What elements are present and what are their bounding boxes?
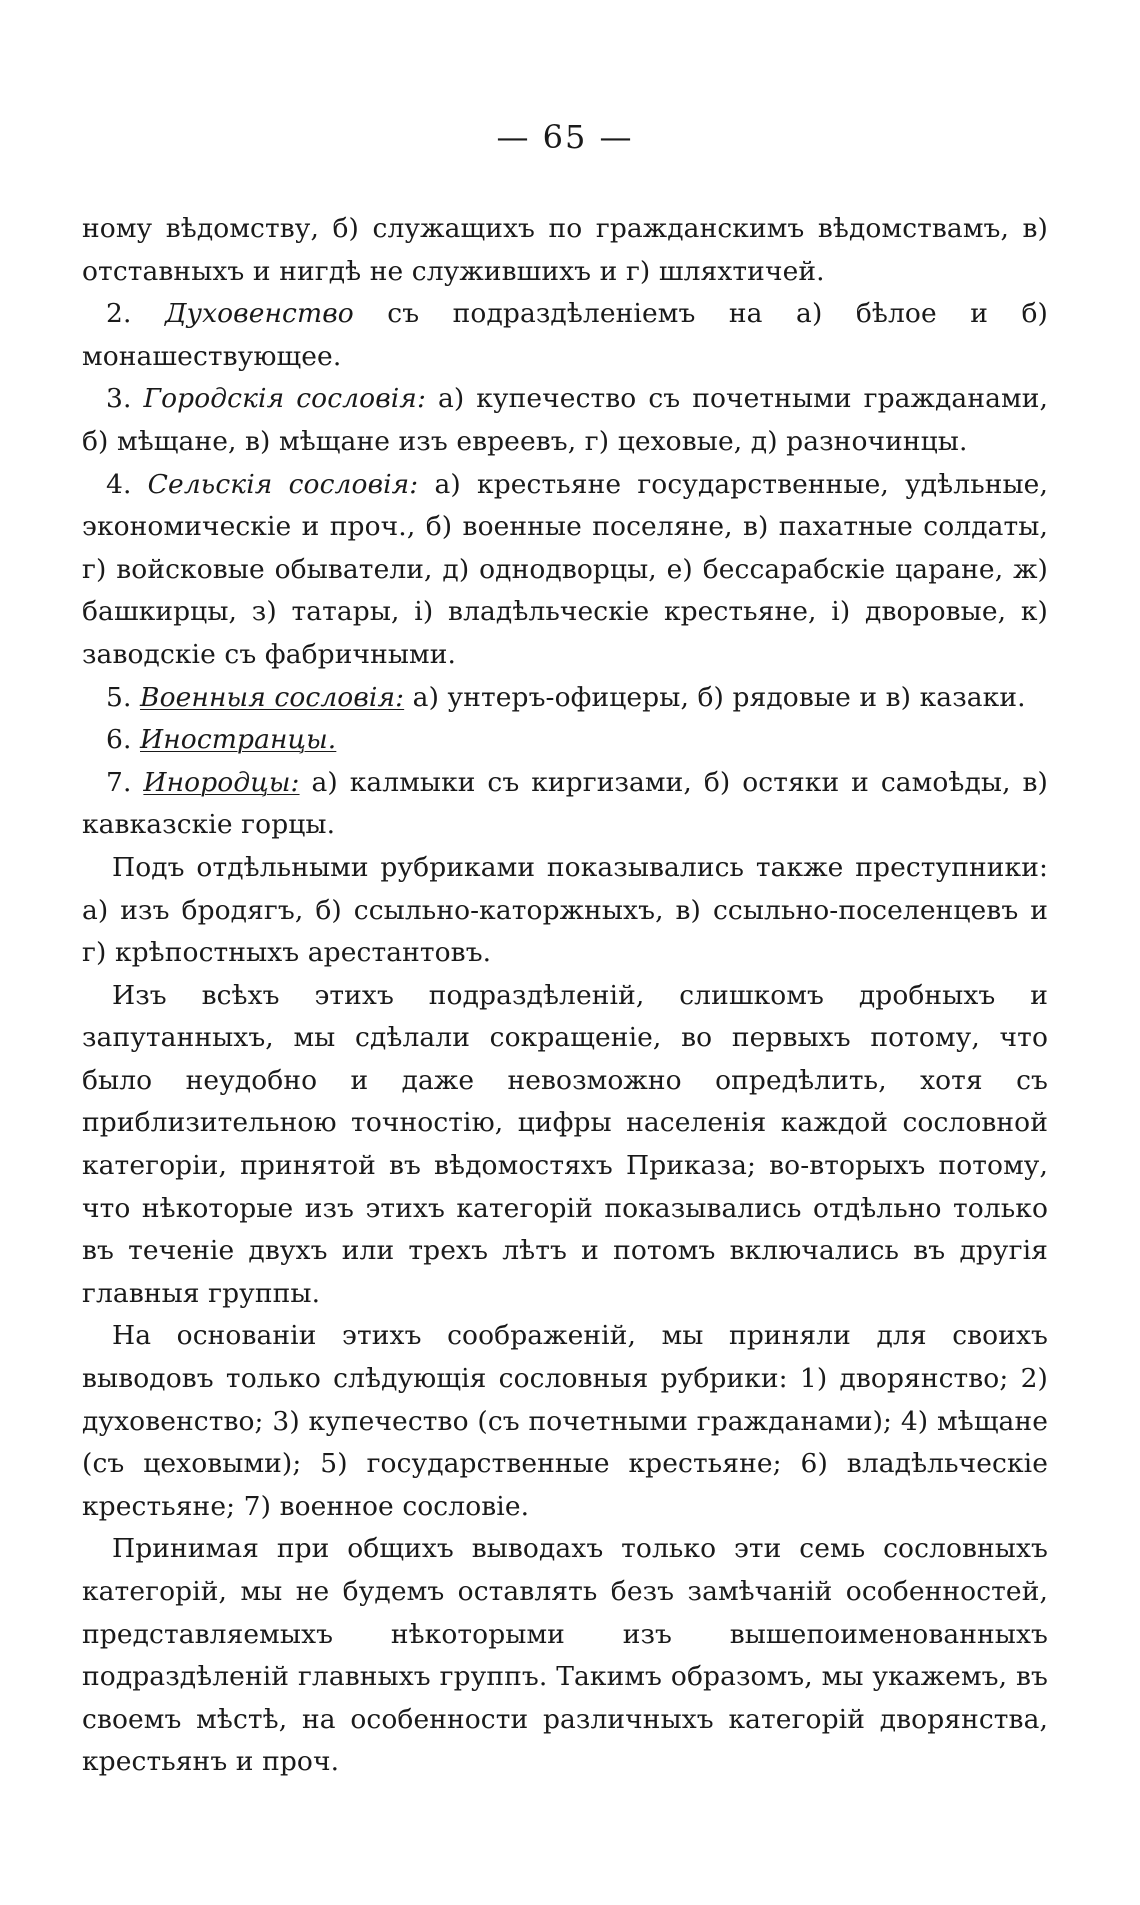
list-title: Сельскія сословія: xyxy=(147,468,419,500)
page-number: — 65 — xyxy=(496,118,634,156)
list-text: а) купечество съ почетными гражданами, б) мѣщане, в) мѣщане изъ евреевъ, г) цеховые, д) разночинцы. xyxy=(82,383,1048,457)
list-item-military-estates xyxy=(82,677,1048,720)
list-text: а) унтеръ-офицеры, б) рядовые и в) казаки. xyxy=(404,681,1026,713)
list-number: 7. xyxy=(106,766,144,798)
list-number: 5. xyxy=(106,681,141,713)
paragraph-continuation: ному вѣдомству, б) служащихъ по гражданскимъ вѣдомствамъ, в) отставныхъ и нигдѣ не служившихъ и г) шляхтичей. xyxy=(82,213,1048,287)
list-number: 2. xyxy=(106,298,165,330)
list-number: 6. xyxy=(106,724,141,756)
list-item-foreigners xyxy=(82,719,1048,762)
list-text: а) калмыки съ киргизами, б) остяки и самоѣды, в) кавказскіе горцы. xyxy=(82,766,1048,841)
list-number: 3. xyxy=(106,383,144,415)
list-title: Духовенство xyxy=(164,298,354,330)
list-item-rural-estates xyxy=(82,464,1048,677)
paragraph-criminals: Подъ отдѣльными рубриками показывались также преступники: а) изъ бродягъ, б) ссыльно-каторжныхъ, в) ссыльно-поселенцевъ и г) крѣпостныхъ арестантовъ. xyxy=(82,851,1048,969)
list-item-clergy xyxy=(82,293,1048,378)
list-title: Городскія сословія: xyxy=(143,383,426,415)
paragraph-conclusion: Принимая при общихъ выводахъ только эти семь сословныхъ категорій, мы не будемъ оставлять безъ замѣчаній особенностей, представляемыхъ нѣкоторыми изъ вышепоименованныхъ подраздѣленій главныхъ группъ. Такимъ образомъ, мы укажемъ, въ своемъ мѣстѣ, на особенности различныхъ категорій дворянства, крестьянъ и проч. xyxy=(82,1533,1048,1778)
paragraph-rubrics: На основаніи этихъ соображеній, мы приняли для своихъ выводовъ только слѣдующія сословныя рубрики: 1) дворянство; 2) духовенство; 3) купечество (съ почетными гражданами); 4) мѣщане (съ цеховыми); 5) государственные крестьяне; 6) владѣльческіе крестьяне; 7) военное сословіе. xyxy=(82,1320,1048,1522)
list-title: Иностранцы. xyxy=(140,724,337,756)
list-item-natives xyxy=(82,762,1048,847)
paragraph-reduction: Изъ всѣхъ этихъ подраздѣленій, слишкомъ дробныхъ и запутанныхъ, мы сдѣлали сокращеніе, во первыхъ потому, что было неудобно и даже невозможно опредѣлить, хотя съ приблизительною точностію, цифры населенія каждой сословной категоріи, принятой въ вѣдомостяхъ Приказа; во-вторыхъ потому, что нѣкоторые изъ этихъ категорій показывались отдѣльно только въ теченіе двухъ или трехъ лѣтъ и потомъ включались въ другія главныя группы. xyxy=(82,979,1048,1309)
body-text xyxy=(82,208,1048,1784)
list-title: Инородцы: xyxy=(143,766,300,798)
list-number: 4. xyxy=(106,468,148,500)
list-text: съ подраздѣленіемъ на а) бѣлое и б) монашествующее. xyxy=(82,298,1048,372)
list-item-urban-estates xyxy=(82,378,1048,463)
list-title: Военныя сословія: xyxy=(140,681,405,713)
list-text: а) крестьяне государственные, удѣльные, экономическіе и проч., б) военные поселяне, в) пахатные солдаты, г) войсковые обыватели, д) однодворцы, е) бессарабскіе царане, ж) башкирцы, з) татары, і) владѣльческіе крестьяне, і) дворовые, к) заводскіе съ фабричными. xyxy=(82,468,1048,670)
